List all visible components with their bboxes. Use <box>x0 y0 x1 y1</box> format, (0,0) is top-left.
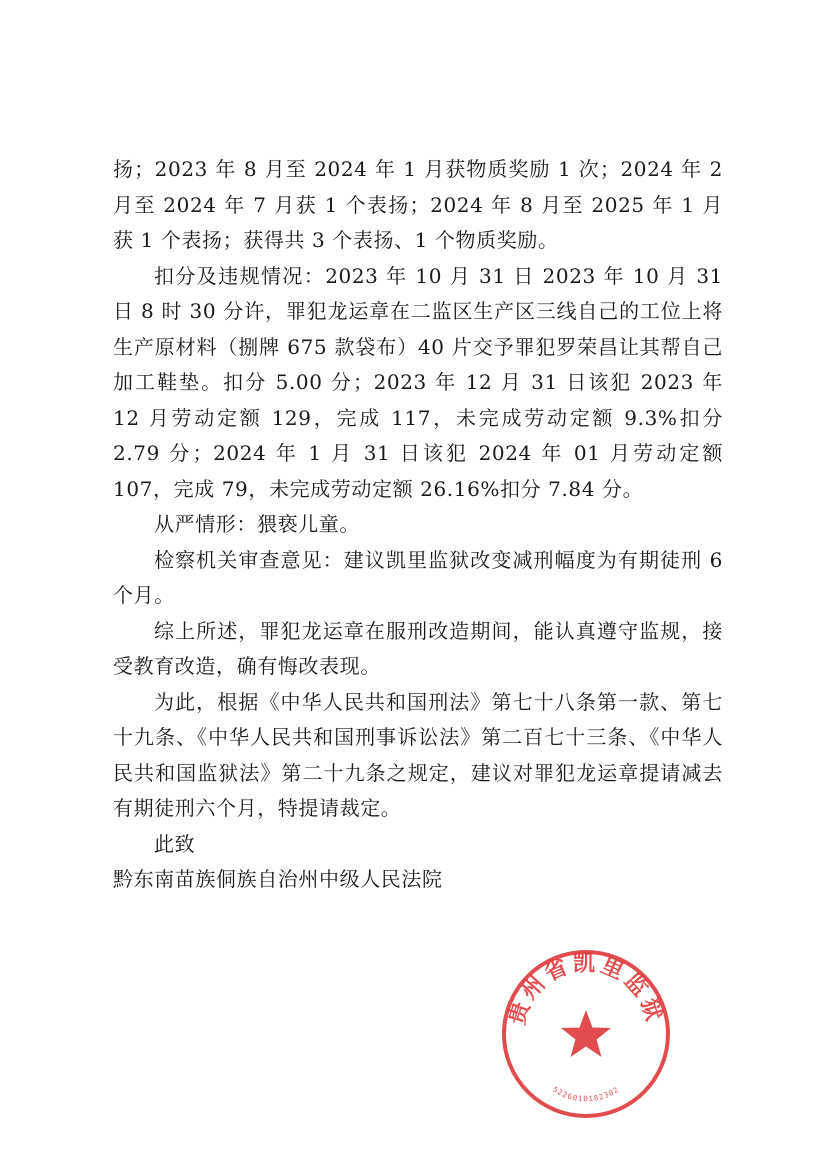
recipient-court: 黔东南苗族侗族自治州中级人民法院 <box>113 867 443 891</box>
svg-text:5226010182302: 5226010182302 <box>551 1084 621 1104</box>
paragraph-procuratorate-opinion: 检察机关审查意见：建议凯里监狱改变减刑幅度为有期徒刑 6 个月。 <box>113 547 723 607</box>
paragraph-aggravating: 从严情形：猥亵儿童。 <box>154 512 360 536</box>
svg-text:贵州省凯里监狱: 贵州省凯里监狱 <box>503 950 669 1028</box>
paragraph-rewards: 扬；2023 年 8 月至 2024 年 1 月获物质奖励 1 次；2024 年 2 月至 2024 年 7 月获 1 个表扬；2024 年 8 月至 2025 年 1 月获 1 个表扬；获得共 3 个表扬、1 个物质奖励。 <box>113 157 723 252</box>
paragraph-deductions: 扣分及违规情况：2023 年 10 月 31 日 2023 年 10 月 31 日 8 时 30 分许，罪犯龙运章在二监区生产区三线自己的工位上将生产原材料（捌牌 675 款袋布）40 片交予罪犯罗荣昌让其帮自己加工鞋垫。扣分 5.00 分；2023 年 12 月 31 日该犯 2023 年 12 月劳动定额 129，完成 117，未完成劳动定额 9.3%扣分 2.79 分；2024 年 1 月 31 日该犯 2024 年 01 月劳动定额 107，完成 79，未完成劳动定额 26.16%扣分 7.84 分。 <box>113 263 723 501</box>
official-seal <box>500 948 672 1120</box>
paragraph-legal-basis: 为此，根据《中华人民共和国刑法》第七十八条第一款、第七十九条、《中华人民共和国刑事诉讼法》第二百七十三条、《中华人民共和国监狱法》第二十九条之规定，建议对罪犯龙运章提请减去有期徒刑六个月，特提请裁定。 <box>113 689 723 820</box>
paragraph-summary: 综上所述，罪犯龙运章在服刑改造期间，能认真遵守监规，接受教育改造，确有悔改表现。 <box>113 618 723 678</box>
seal-stamp-icon <box>500 948 672 1120</box>
document-body <box>113 152 723 898</box>
closing-salutation: 此致 <box>154 831 196 856</box>
